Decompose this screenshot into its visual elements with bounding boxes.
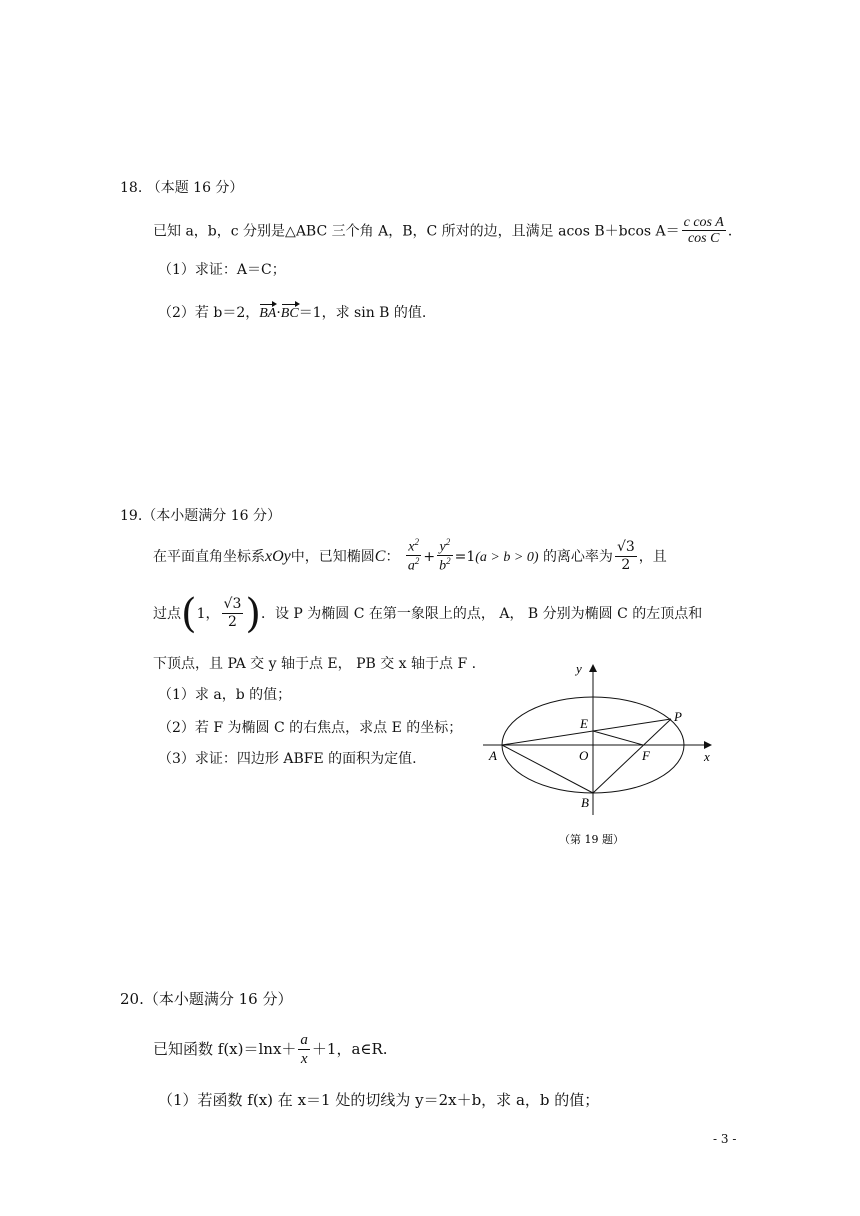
ellipse-y-term bbox=[437, 538, 453, 576]
q19-line3: 下顶点，且 PA 交 y 轴于点 E， PB 交 x 轴于点 F . bbox=[153, 656, 477, 672]
q20-stem-text: 已知函数 f(x)＝lnx＋ bbox=[153, 1039, 297, 1058]
colon: ： bbox=[385, 548, 400, 565]
q19-part2: （2）若 F 为椭圆 C 的右焦点，求点 E 的坐标； bbox=[158, 720, 463, 736]
segment-ef bbox=[593, 731, 643, 745]
segment-pb bbox=[593, 719, 671, 793]
ell-b: b bbox=[439, 558, 447, 574]
ellipse-equals: =1 bbox=[454, 548, 476, 565]
vector-ba: BA bbox=[259, 306, 277, 321]
q18-part2-end: ＝1，求 sin B 的值. bbox=[298, 305, 427, 321]
q18-part1: （1）求证：A＝C； bbox=[158, 262, 286, 278]
label-e: E bbox=[580, 716, 588, 731]
q20-stem-end: ＋1，a∈R. bbox=[311, 1039, 388, 1058]
ellipse-condition: (a > b > 0) bbox=[475, 549, 539, 565]
q19-line1: 在平面直角坐标系xOy中，已知椭圆C： $\frac{x^2}{a^2}$ + $\frac{y^2}{b^2}$ =1(a > b > 0) 的离心率为 $\frac{√3}{2}$ ，且 bbox=[153, 537, 667, 574]
label-b: B bbox=[581, 795, 589, 810]
ecc-den: 2 bbox=[621, 556, 631, 573]
q19-line1-mid: 中，已知椭圆 bbox=[290, 548, 375, 565]
q19-line2-text: 过点 bbox=[153, 606, 181, 622]
q19-line2 bbox=[153, 591, 703, 637]
page-number: - 3 - bbox=[713, 1132, 737, 1146]
label-y: y bbox=[576, 661, 582, 676]
dot-operator: · bbox=[276, 305, 281, 321]
label-x: x bbox=[704, 749, 710, 764]
ell-y: y bbox=[439, 539, 446, 555]
ell-a: a bbox=[407, 558, 415, 574]
label-a: A bbox=[489, 748, 497, 763]
ell-b-sq: 2 bbox=[446, 556, 451, 567]
ellipse-x-term bbox=[406, 538, 422, 576]
figure-caption: （第 19 题） bbox=[559, 833, 624, 846]
sqrt3-radicand: 3 bbox=[625, 539, 635, 556]
q19-header: 19.（本小题满分 16 分） bbox=[120, 508, 281, 524]
ell-y-sq: 2 bbox=[445, 537, 451, 547]
q20-header: 20.（本小题满分 16 分） bbox=[120, 990, 293, 1008]
left-paren: ( bbox=[181, 591, 197, 637]
q18-frac-denominator: cos C bbox=[687, 231, 720, 247]
q19-line2-end: ．设 P 为椭圆 C 在第一象限上的点， A， B 分别为椭圆 C 的左顶点和 bbox=[260, 606, 703, 622]
ell-a-sq: 2 bbox=[414, 556, 420, 567]
q19-line1-end: ，且 bbox=[638, 548, 667, 565]
vector-bc: BC bbox=[280, 306, 299, 321]
q19-figure bbox=[475, 655, 725, 855]
point-sqrt3: 3 bbox=[232, 596, 242, 613]
q19-part3: （3）求证：四边形 ABFE 的面积为定值. bbox=[158, 751, 417, 767]
ell-x-sq: 2 bbox=[414, 537, 419, 547]
ellipse-name: C bbox=[374, 547, 386, 565]
eccentricity-label: 的离心率为 bbox=[542, 548, 613, 565]
right-paren: ) bbox=[245, 591, 261, 637]
point-y-fraction: $\frac{√3}{2}$ bbox=[223, 596, 242, 630]
q19-line1-text: 在平面直角坐标系 bbox=[153, 548, 265, 565]
ell-x: x bbox=[408, 539, 415, 555]
q20-frac-numerator: a bbox=[300, 1032, 308, 1048]
q20-part1: （1）若函数 f(x) 在 x＝1 处的切线为 y＝2x＋b，求 a，b 的值； bbox=[158, 1091, 600, 1109]
q20-stem bbox=[153, 1032, 388, 1068]
q18-part2-text: （2）若 b＝2， bbox=[158, 305, 260, 321]
point-x: 1， bbox=[196, 606, 220, 622]
q18-stem-text: 已知 a，b，c 分别是△ABC 三个角 A，B，C 所对的边，且满足 acos B＋bcos A＝ bbox=[153, 223, 680, 240]
q18-header: 18. （本题 16 分） bbox=[120, 180, 244, 196]
label-o: O bbox=[579, 748, 589, 763]
q18-frac-numerator: c cos A bbox=[683, 215, 724, 230]
eccentricity-fraction: $\frac{√3}{2}$ bbox=[616, 539, 635, 573]
point-den: 2 bbox=[227, 613, 237, 630]
q18-part2 bbox=[158, 305, 426, 323]
q20-frac-denominator: x bbox=[300, 1050, 308, 1067]
label-f: F bbox=[642, 748, 650, 763]
q18-stem-end: ． bbox=[727, 223, 742, 240]
label-p: P bbox=[674, 709, 682, 724]
q18-stem bbox=[153, 215, 742, 248]
q19-part1: （1）求 a，b 的值； bbox=[158, 687, 292, 703]
xoy-label: xOy bbox=[265, 547, 291, 565]
q20-fraction bbox=[298, 1032, 310, 1068]
q18-fraction bbox=[682, 215, 726, 248]
